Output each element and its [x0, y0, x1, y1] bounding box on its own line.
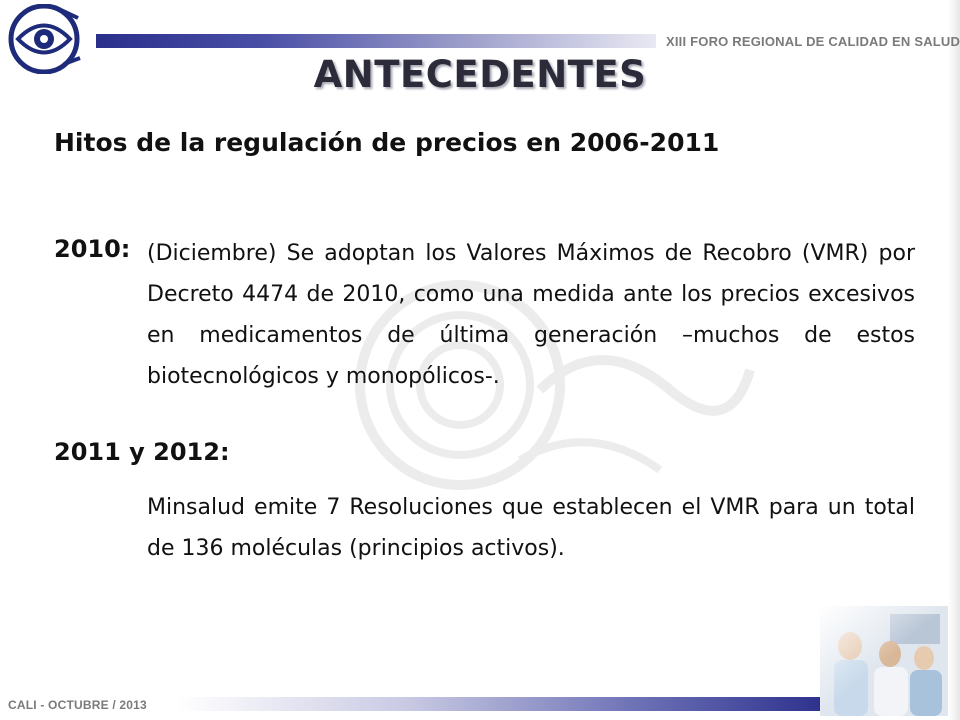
entry-text-2010: (Diciembre) Se adoptan los Valores Máximos de Recobro (VMR) por Decreto 4474 de 2010, como una medida ante los precios excesivos en medicamentos de última generación –muchos de estos biotecnológicos y monopólicos-. [147, 241, 915, 389]
footer-text: CALI - OCTUBRE / 2013 [8, 698, 147, 712]
slide-title: ANTECEDENTES [313, 53, 647, 96]
forum-title: XIII FORO REGIONAL DE CALIDAD EN SALUD [666, 34, 960, 49]
right-edge-shadow [948, 0, 960, 720]
header-gradient-bar [96, 34, 656, 48]
entry-year-2010: 2010: [54, 235, 131, 263]
footer-gradient-bar [178, 697, 830, 711]
slide-subtitle: Hitos de la regulación de precios en 2006-2011 [54, 128, 720, 157]
entry-year-2011-2012: 2011 y 2012: [54, 438, 230, 466]
entry-text-2011-2012: Minsalud emite 7 Resoluciones que establecen el VMR para un total de 136 moléculas (principios activos). [147, 495, 915, 561]
medical-staff-photo [820, 606, 948, 716]
